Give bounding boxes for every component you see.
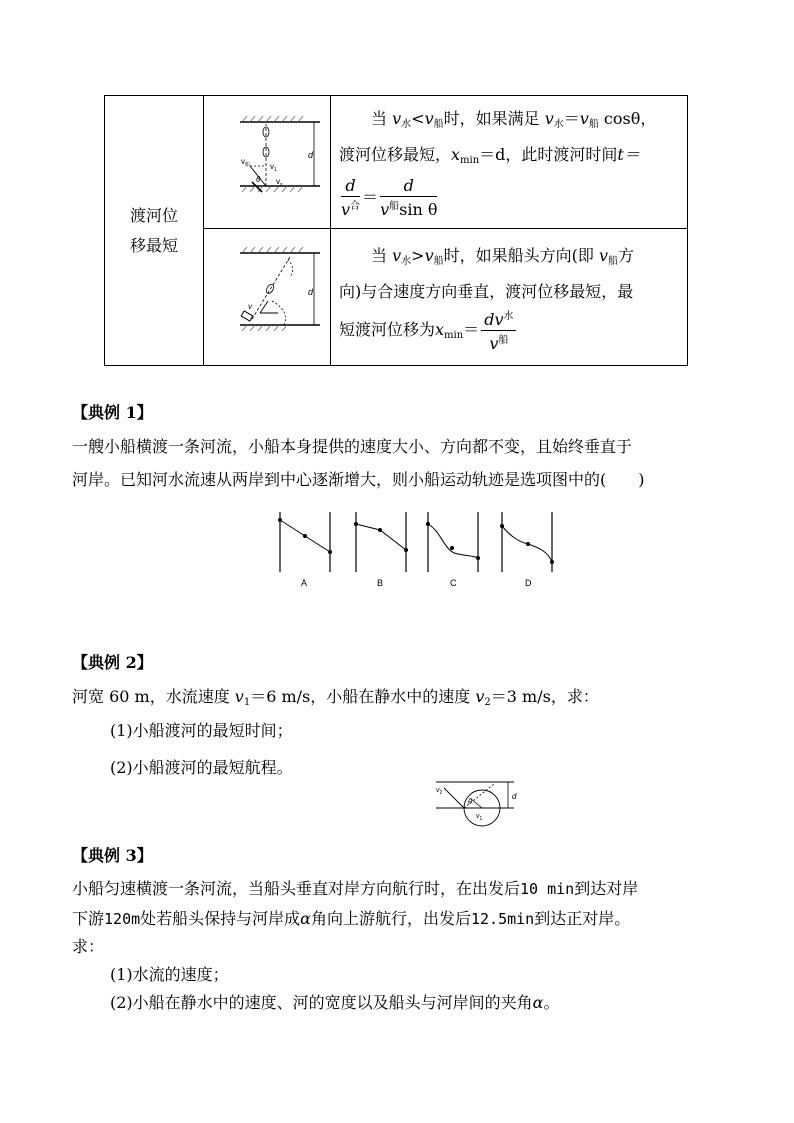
example-2-line1: 河宽 60 m，水流速度 $v_1=6$ m/s，小船在静水中的速度 $v_2=3$ m/s，求：	[72, 687, 599, 708]
example-3-heading: 【典例 3】	[72, 846, 153, 865]
figure-cell-1	[204, 96, 331, 229]
fig-theta-label: θ	[468, 799, 472, 806]
fig1-d-label: d	[308, 150, 314, 160]
example-1-line2: 河岸。已知河水流速从两岸到中心逐渐增大，则小船运动轨迹是选项图中的( )	[72, 470, 645, 489]
option-a-diagram	[278, 512, 332, 588]
fig-v1-label: $v_1$	[476, 813, 483, 822]
example-3-line1: 小船匀速横渡一条河流，当船头垂直对岸方向航行时，在出发后10 min到达对岸	[72, 879, 639, 898]
option-c-diagram	[426, 512, 480, 588]
river-diagram-2	[204, 229, 330, 361]
fig1-vboat-label: $v_船$	[241, 157, 251, 168]
row-label-line1: 渡河位	[129, 205, 178, 225]
comparison-table	[104, 95, 688, 366]
example-3-q1: (1)水流的速度；	[110, 965, 229, 984]
fig1-v1-label: $v_1$	[270, 162, 277, 173]
example-3-line3: 求：	[72, 937, 105, 956]
example-3-line2: 下游120m处若船头保持与河岸成α角向上游航行，出发后12.5min到达正对岸。	[72, 909, 631, 928]
text-cell-1	[331, 96, 688, 229]
example-2-q2: (2)小船渡河的最短航程。	[110, 758, 293, 777]
example-2-figure	[430, 776, 530, 832]
option-b-diagram	[354, 512, 408, 588]
r1-line3-fraction: d $v^合$ ＝ d $v^船\sin$ θ	[341, 176, 438, 219]
r2-line2: 向)与合速度方向垂直，渡河位移最短，最	[339, 281, 634, 301]
example-2-heading: 【典例 2】	[72, 653, 153, 672]
text-cell-2	[331, 229, 688, 366]
row-label-line2: 移最短	[129, 235, 178, 255]
fig2-d-label: d	[308, 287, 314, 297]
option-b-label: B	[377, 578, 384, 588]
example-1-heading: 【典例 1】	[72, 403, 153, 422]
fig1-vs-label: $v_s$	[276, 177, 283, 188]
fig1-theta-label: θ	[256, 175, 261, 184]
r1-line2: 渡河位移最短，$x_{min}=d$，此时渡河时间t＝	[339, 145, 640, 166]
r2-line3: 短渡河位移为$x_{min}=$ $dv^水$ $v^船$	[339, 307, 683, 354]
row-label-cell	[105, 96, 204, 366]
fig2-v-label: v	[248, 302, 252, 311]
r1-line1: 当 $v_水<v_船$时，如果满足 $v_水=v_船$ cosθ，	[371, 109, 657, 130]
r2-line1: 当 $v_水>v_船$时，如果船头方向(即 $v_船$方	[371, 245, 635, 267]
option-a-label: A	[301, 578, 308, 588]
option-d-diagram	[500, 512, 554, 588]
figure-cell-2	[204, 229, 331, 366]
river-diagram-1	[204, 96, 330, 224]
option-c-label: C	[450, 578, 457, 588]
trajectory-options-figure	[272, 508, 562, 590]
example-1-line1: 一艘小船横渡一条河流，小船本身提供的速度大小、方向都不变，且始终垂直于	[72, 437, 633, 456]
fig-v2-label: $v_2$	[436, 787, 443, 796]
fig-d-label: d	[512, 792, 517, 801]
option-d-label: D	[525, 578, 532, 588]
example-2-q1: (1)小船渡河的最短时间；	[110, 721, 293, 740]
example-3-q2: (2)小船在静水中的速度、河的宽度以及船头与河岸间的夹角α。	[110, 993, 560, 1012]
